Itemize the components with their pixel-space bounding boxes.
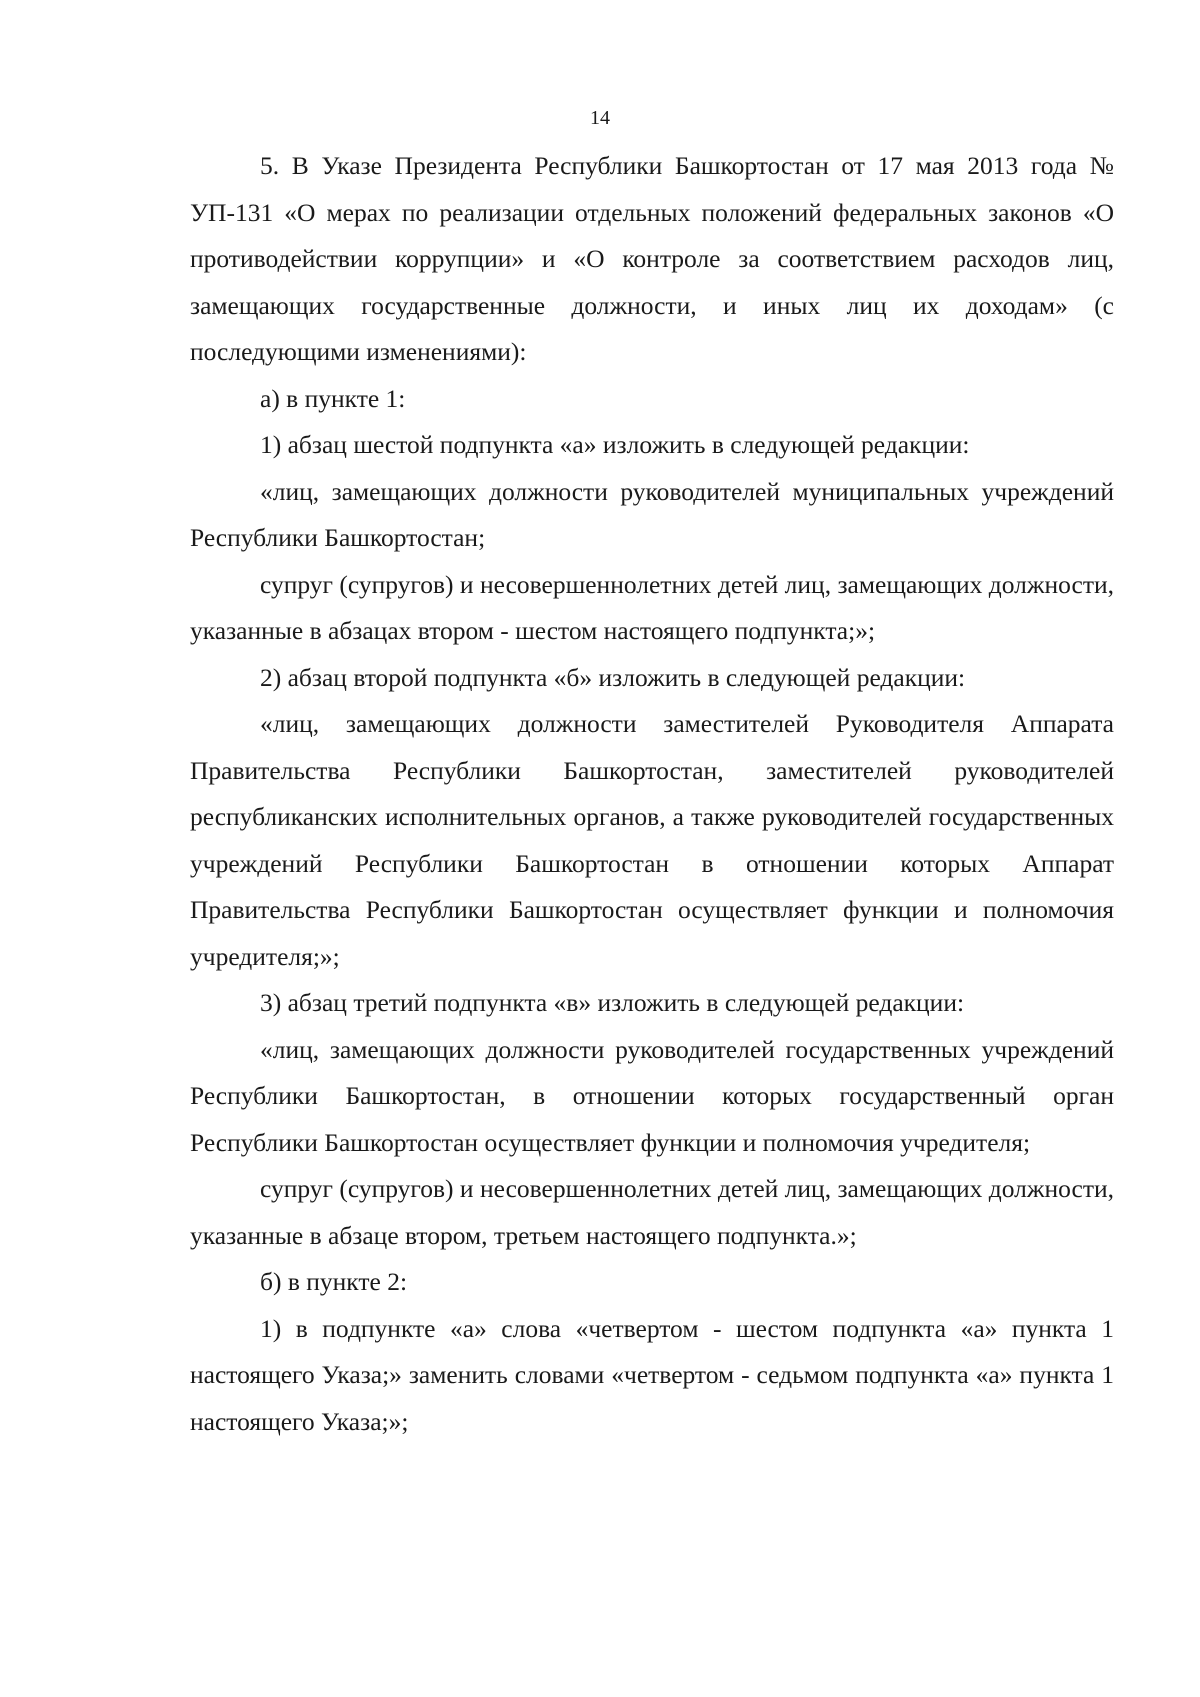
paragraph-quote-state-institutions: «лиц, замещающих должности руководителей государственных учреждений Республики Башкортостан, в отношении которых государственный орган Республики Башкортостан осуществляет функции и полномочия учредителя;: [190, 1034, 1114, 1157]
paragraph-decree-amendment-intro: 5. В Указе Президента Республики Башкортостан от 17 мая 2013 года № УП-131 «О мерах по реализации отдельных положений федеральных законов «О противодействии коррупции» и «О контроле за соответствием расходов лиц, замещающих государственные должности, и иных лиц их доходам» (с последующими изменениями):: [190, 151, 1114, 366]
paragraph-quote-deputy-heads: «лиц, замещающих должности заместителей Руководителя Аппарата Правительства Республики Башкортостан, заместителей руководителей республиканских исполнительных органов, а также руководителей государственных учреждений Республики Башкортостан в отношении которых Аппарат Правительства Республики Башкортостан осуществляет функции и полномочия учредителя;»;: [190, 709, 1114, 971]
paragraph-item-2: 2) абзац второй подпункта «б» изложить в следующей редакции:: [260, 662, 966, 692]
paragraph-point-a: а) в пункте 1:: [260, 383, 406, 413]
paragraph-item-1: 1) абзац шестой подпункта «а» изложить в следующей редакции:: [260, 430, 970, 459]
paragraph-item-1-b: 1) в подпункте «а» слова «четвертом - шестом подпункта «а» пункта 1 настоящего Указа;» заменить словами «четвертом - седьмом подпункта «а» пункта 1 настоящего Указа;»;: [190, 1313, 1114, 1436]
paragraph-item-3: 3) абзац третий подпункта «в» изложить в следующей редакции:: [260, 988, 965, 1017]
document-body: [190, 143, 1114, 1445]
paragraph-spouses-2: супруг (супругов) и несовершеннолетних детей лиц, замещающих должности, указанные в абзаце втором, третьем настоящего подпункта.»;: [190, 1174, 1114, 1250]
paragraph-spouses-1: супруг (супругов) и несовершеннолетних детей лиц, замещающих должности, указанные в абзацах втором - шестом настоящего подпункта;»;: [190, 569, 1114, 645]
page-number: 14: [590, 107, 610, 129]
paragraph-quote-municipal-heads: «лиц, замещающих должности руководителей муниципальных учреждений Республики Башкортостан;: [190, 476, 1114, 552]
paragraph-point-b: б) в пункте 2:: [260, 1267, 408, 1296]
